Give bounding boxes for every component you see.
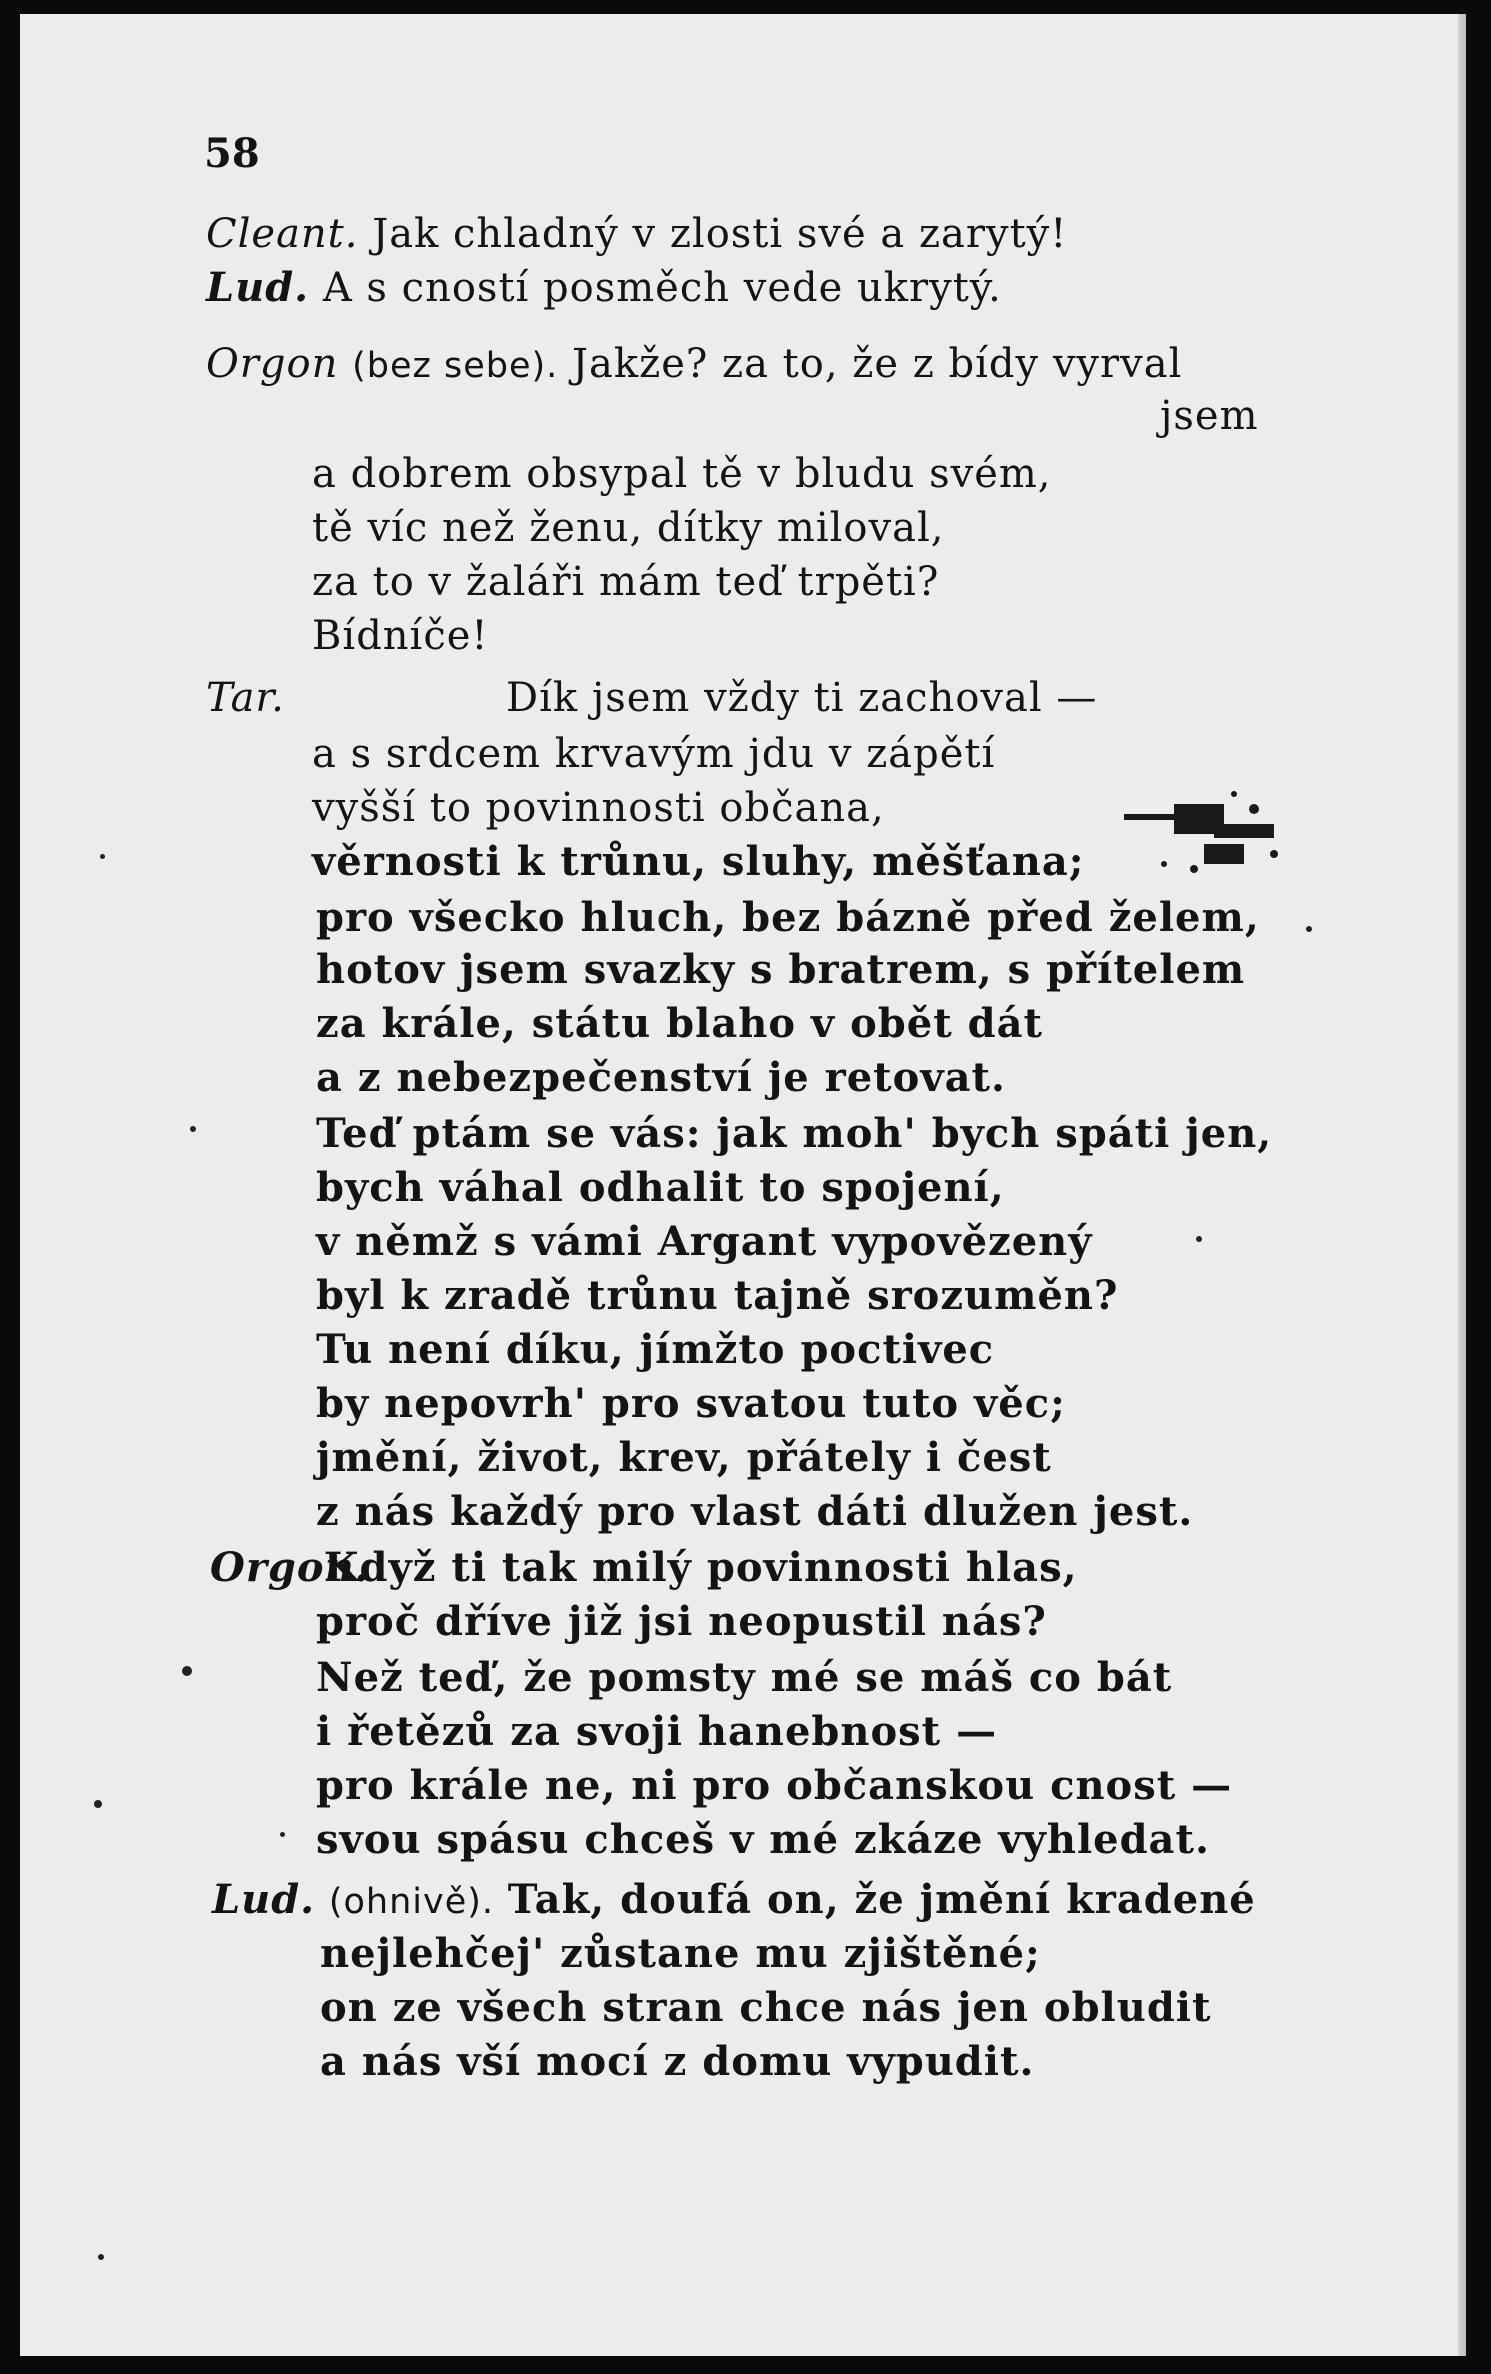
stage-direction: (ohnivě). xyxy=(328,1882,495,1922)
verse-line xyxy=(316,1218,1093,1266)
verse-line xyxy=(316,1380,1066,1428)
verse-text: by nepovrh' pro svatou tuto věc; xyxy=(316,1380,1066,1427)
verse-text: pro všecko hluch, bez bázně před želem, xyxy=(316,894,1260,941)
verse-text: Když ti tak milý povinnosti hlas, xyxy=(323,1544,1078,1591)
verse-text: jmění, život, krev, přátely i čest xyxy=(316,1434,1052,1481)
book-page xyxy=(20,14,1466,2356)
verse-text: jsem xyxy=(1160,393,1259,439)
verse-line xyxy=(206,340,1182,390)
verse-line xyxy=(320,1930,1041,1978)
verse-text: Teď ptám se vás: jak moh' bych spáti jen, xyxy=(316,1110,1273,1157)
verse-text: Jakže? za to, že z bídy vyrval xyxy=(572,341,1183,387)
speaker-name: Cleant. xyxy=(206,211,359,257)
verse-line xyxy=(312,838,1085,886)
verse-text: a dobrem obsypal tě v bludu svém, xyxy=(312,451,1052,497)
verse-line xyxy=(320,1984,1211,2032)
verse-line xyxy=(212,1876,1256,1926)
verse-text: bych váhal odhalit to spojení, xyxy=(316,1164,1005,1211)
verse-text: a z nebezpečenství je retovat. xyxy=(316,1054,1006,1101)
verse-text: v němž s vámi Argant vypovězený xyxy=(316,1218,1093,1265)
verse-text: a nás vší mocí z domu vypudit. xyxy=(320,2038,1035,2085)
print-speck xyxy=(190,1126,196,1132)
print-speck xyxy=(280,1832,285,1837)
verse-text: nejlehčej' zůstane mu zjištěné; xyxy=(320,1930,1041,1977)
verse-line xyxy=(312,730,995,778)
verse-line xyxy=(316,1762,1232,1810)
verse-line xyxy=(316,1000,1043,1048)
verse-line xyxy=(206,674,1097,722)
speaker-name: Orgon. xyxy=(210,1544,370,1591)
speaker-name: Lud. xyxy=(212,1876,316,1923)
verse-text: Dík jsem vždy ti zachoval — xyxy=(506,675,1098,721)
verse-text: Bídníče! xyxy=(312,613,489,659)
verse-line xyxy=(210,1544,1078,1592)
page-edge-shadow xyxy=(1458,14,1466,2356)
verse-text: za krále, státu blaho v obět dát xyxy=(316,1000,1043,1047)
print-speck xyxy=(94,1800,102,1808)
verse-text: proč dříve již jsi neopustil nás? xyxy=(316,1598,1047,1645)
print-speck xyxy=(1306,926,1312,932)
verse-text: tě víc než ženu, dítky miloval, xyxy=(312,505,945,551)
print-speck xyxy=(98,2254,104,2260)
verse-text: pro krále ne, ni pro občanskou cnost — xyxy=(316,1762,1233,1809)
verse-line xyxy=(316,1164,1005,1212)
verse-line xyxy=(312,558,939,606)
verse-line xyxy=(316,1708,997,1756)
speaker-name: Tar. xyxy=(206,675,285,721)
verse-line xyxy=(206,264,1002,312)
verse-text: i řetězů za svoji hanebnost — xyxy=(316,1708,998,1755)
ink-blot-smudge xyxy=(1104,774,1304,884)
verse-text: za to v žaláři mám teď trpěti? xyxy=(312,559,940,605)
verse-line xyxy=(316,1434,1052,1482)
speaker-name: Orgon xyxy=(206,341,339,387)
verse-line xyxy=(206,210,1067,258)
print-speck xyxy=(1196,1236,1202,1242)
verse-text: a s srdcem krvavým jdu v zápětí xyxy=(312,731,996,777)
verse-line xyxy=(320,2038,1034,2086)
verse-text: Tak, doufá on, že jmění kradené xyxy=(507,1876,1256,1923)
verse-text: A s cností posměch vede ukrytý. xyxy=(322,265,1002,311)
verse-text: vyšší to povinnosti občana, xyxy=(312,785,885,831)
verse-line xyxy=(316,1054,1006,1102)
verse-line-carryover xyxy=(1160,392,1259,440)
verse-line xyxy=(312,612,489,660)
verse-line xyxy=(316,1654,1172,1702)
verse-line xyxy=(316,946,1245,994)
verse-text: Jak chladný v zlosti své a zarytý! xyxy=(372,211,1068,257)
verse-line xyxy=(312,450,1052,498)
verse-line xyxy=(316,894,1260,942)
verse-text: věrnosti k trůnu, sluhy, měšťana; xyxy=(312,838,1085,885)
verse-text: z nás každý pro vlast dáti dlužen jest. xyxy=(316,1488,1194,1535)
verse-text: byl k zradě trůnu tajně srozuměn? xyxy=(316,1272,1119,1319)
verse-text: svou spásu chceš v mé zkáze vyhledat. xyxy=(316,1816,1210,1863)
verse-line xyxy=(316,1598,1047,1646)
stage-direction: (bez sebe). xyxy=(352,346,559,386)
print-speck xyxy=(182,1666,192,1676)
verse-text: on ze všech stran chce nás jen obludit xyxy=(320,1984,1212,2031)
verse-line xyxy=(316,1326,994,1374)
verse-line xyxy=(312,784,885,832)
verse-text: hotov jsem svazky s bratrem, s přítelem xyxy=(316,946,1246,993)
verse-line xyxy=(312,504,944,552)
print-speck xyxy=(100,854,105,859)
verse-line xyxy=(316,1488,1193,1536)
verse-text: Než teď, že pomsty mé se máš co bát xyxy=(316,1654,1173,1701)
verse-line xyxy=(316,1272,1118,1320)
page-number: 58 xyxy=(204,130,260,177)
verse-line xyxy=(316,1816,1210,1864)
verse-line xyxy=(316,1110,1272,1158)
speaker-name: Lud. xyxy=(206,264,310,311)
verse-text: Tu není díku, jímžto poctivec xyxy=(316,1326,995,1373)
